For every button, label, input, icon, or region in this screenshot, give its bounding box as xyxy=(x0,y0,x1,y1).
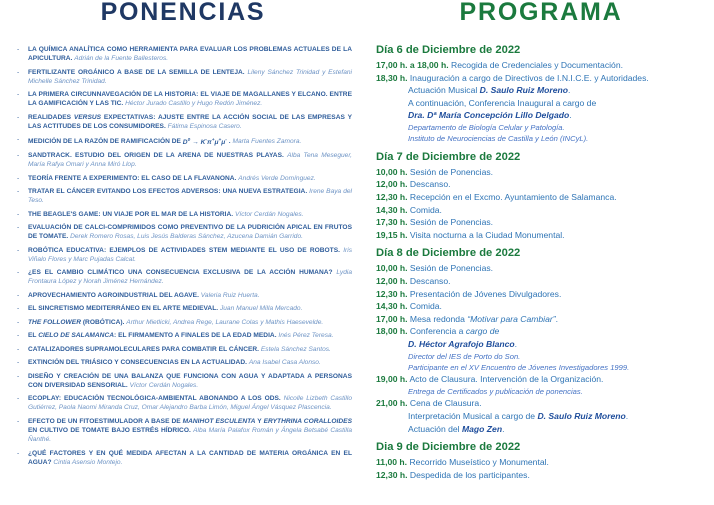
talk-item xyxy=(14,304,352,313)
program-entry xyxy=(376,275,706,288)
program-day-heading: Dia 9 de Diciembre de 2022 xyxy=(376,441,521,454)
talk-item xyxy=(14,174,352,183)
talk-authors: Víctor Cerdán Nogales. xyxy=(234,210,304,218)
program-schedule xyxy=(376,43,706,481)
program-entry-time: 12,30 h. xyxy=(376,469,408,480)
program-entry xyxy=(376,72,706,85)
program-entry-description: Sesión de Ponencias. xyxy=(409,217,494,228)
talk-authors: Nicolle Lizbeth Castillo Gutiérrez, Paola Naomi Miranda Cruz, Omar Alejandro Barba Limón, Miguel Ángel Vásquez Plascencia. xyxy=(28,395,352,412)
talk-title: TRATAR EL CÁNCER EVITANDO LOS EFECTOS ADVERSOS: UNA NUEVA ESTRATEGIA. xyxy=(28,188,308,196)
talk-authors: Lydia Frontaura López y Norah Jiménez Hernández. xyxy=(28,269,352,286)
program-entry-time: 17,00 h. a 18,00 h. xyxy=(376,60,449,70)
program-entry-time: 10,00 h. xyxy=(376,166,408,177)
program-entry-description: Recorrido Museístico y Monumental. xyxy=(409,457,549,468)
program-entry xyxy=(376,325,706,338)
talk-item xyxy=(14,223,352,241)
talk-authors: Víctor Cerdán Nogales. xyxy=(129,381,199,389)
program-entry-description: Mesa redonda “Motivar para Cambiar”. xyxy=(409,313,558,324)
program-entry-time: 17,00 h. xyxy=(376,313,408,324)
talk-title: REALIDADES VERSUS EXPECTATIVAS: AJUSTE ENTRE LA ACCIÓN SOCIAL DE LAS EMPRESAS Y LAS ACTITUDES DE LOS CONSUMIDORES. xyxy=(28,113,352,130)
program-subentry: A continuación, Conferencia Inaugural a cargo de xyxy=(408,97,597,108)
talks-list xyxy=(14,45,352,467)
talk-title: DISEÑO Y CREACIÓN DE UNA BALANZA QUE FUNCIONA CON AGUA Y ADAPTADA A PERSONAS CON DIVERSIDAD SENSORIAL. xyxy=(28,372,352,389)
program-entry xyxy=(376,373,706,386)
program-entry xyxy=(376,191,706,204)
talk-item xyxy=(14,135,352,146)
talk-item xyxy=(14,187,352,205)
program-entry xyxy=(376,204,706,217)
talk-authors: Estela Sánchez Santos. xyxy=(260,345,331,353)
talk-title: LA PRIMERA CIRCUNNAVEGACIÓN DE LA HISTORIA: EL VIAJE DE MAGALLANES Y ELCANO. ENTRE LA GAMIFICACIÓN Y LAS TIC. xyxy=(28,91,352,108)
program-entry xyxy=(376,469,706,482)
program-entry-description: Visita nocturna a la Ciudad Monumental. xyxy=(409,229,565,240)
program-entry-description: Acto de Clausura. Intervención de la Organización. xyxy=(409,374,604,385)
talk-title: ECOPLAY: EDUCACIÓN TECNOLÓGICA-AMBIENTAL ABONANDO A LOS ODS. xyxy=(28,395,281,403)
talk-item xyxy=(14,417,352,444)
program-entry-description: Recepción en el Excmo. Ayuntamiento de Salamanca. xyxy=(409,191,617,202)
program-subentry: Actuación Musical D. Saulo Ruiz Moreno. xyxy=(408,85,571,96)
talk-item xyxy=(14,449,352,467)
program-entry-time: 19,15 h. xyxy=(376,229,408,240)
program-entry xyxy=(376,397,706,410)
talk-title: EVALUACIÓN DE CALCI-COMPRIMIDOS COMO PREVENTIVO DE LA PUDRICIÓN APICAL EN FRUTOS DE TOMATE. xyxy=(28,224,352,241)
program-entry xyxy=(376,300,706,313)
program-entry xyxy=(376,229,706,242)
program-entry-description: Descanso. xyxy=(409,275,451,286)
program-entry-description: Inauguración a cargo de Directivos de I.N.I.C.E. y Autoridades. xyxy=(409,72,649,83)
program-entry-time: 11,00 h. xyxy=(376,457,408,468)
program-entry-time: 12,30 h. xyxy=(376,288,408,299)
program-entry xyxy=(376,59,706,72)
program-day-heading: Día 6 de Diciembre de 2022 xyxy=(376,44,521,56)
program-entry-time: 14,30 h. xyxy=(376,204,408,215)
talk-title: LA QUÍMICA ANALÍTICA COMO HERRAMIENTA PARA EVALUAR LOS PROBLEMAS ACTUALES DE LA APICULTURA. xyxy=(28,46,352,63)
program-entry-description: Descanso. xyxy=(409,179,451,190)
program-entry-time: 14,30 h. xyxy=(376,301,408,312)
program-subentry: Interpretación Musical a cargo de D. Saulo Ruiz Moreno. xyxy=(408,410,629,421)
talk-title: ¿QUÉ FACTORES Y EN QUÉ MEDIDA AFECTAN A LA CANTIDAD DE MATERIA ORGÁNICA EN EL AGUA? xyxy=(28,449,352,466)
talk-title: FERTILIZANTE ORGÁNICO A BASE DE LA SEMILLA DE LENTEJA. xyxy=(28,68,245,76)
program-entry-time: 10,00 h. xyxy=(376,263,408,274)
program-entry xyxy=(376,288,706,301)
talk-authors: Iris Viñalo Flores y Marc Pujadas Calcat. xyxy=(28,246,352,263)
program-day-heading: Día 7 de Diciembre de 2022 xyxy=(376,150,521,163)
talk-item xyxy=(14,291,352,300)
program-entry-description: Comida. xyxy=(409,204,442,215)
talk-title: TEORÍA FRENTE A EXPERIMENTO: EL CASO DE LA FLAVANONA. xyxy=(28,174,237,182)
page-title-ponencias: PONENCIAS xyxy=(100,0,266,26)
talk-item xyxy=(14,268,352,286)
program-entry-description: Cena de Clausura. xyxy=(409,398,482,409)
talk-authors: Marta Fuentes Zamora. xyxy=(232,138,302,146)
program-entry xyxy=(376,262,706,275)
talk-title: CATALIZADORES SUPRAMOLECULARES PARA COMBATIR EL CÁNCER. xyxy=(28,345,260,353)
program-entry-time: 18,30 h. xyxy=(376,72,408,83)
program-entry-description: Despedida de los participantes. xyxy=(409,469,530,480)
program-entry-description: Recogida de Credenciales y Documentación. xyxy=(451,60,623,70)
program-entry-time: 21,00 h. xyxy=(376,398,408,409)
talk-authors: Arthur Mietlicki, Andrea Rege, Laurane Colas y Mathis Haesevelde. xyxy=(126,318,324,326)
program-entry xyxy=(376,456,706,469)
program-subentry-note: Departamento de Biología Celular y Patología. xyxy=(408,122,565,132)
program-subentry-note: Instituto de Neurociencias de Castilla y León (INCyL). xyxy=(408,134,589,144)
talk-title: EL CIELO DE SALAMANCA: EL FIRMAMENTO A FINALES DE LA EDAD MEDIA. xyxy=(28,332,277,340)
program-entry-time: 12,30 h. xyxy=(376,191,408,202)
program-subentry: D. Héctor Agrafojo Blanco. xyxy=(408,338,518,349)
talk-authors: Valeria Ruiz Huerta. xyxy=(200,291,260,299)
talk-item xyxy=(14,68,352,86)
program-entry-time: 19,00 h. xyxy=(376,374,408,385)
talk-authors: Juan Manuel Milla Mercado. xyxy=(219,305,303,313)
program-entry-time: 12,00 h. xyxy=(376,179,408,190)
talk-item xyxy=(14,246,352,264)
talk-authors: Lileny Sánchez Trinidad y Estefani Michelle Sánchez Trinidad. xyxy=(28,68,352,85)
talk-item xyxy=(14,45,352,63)
talk-item xyxy=(14,358,352,367)
talk-item xyxy=(14,210,352,219)
talk-authors: Alba Tena Meseguer, María Rafya Omari y Anna Miró Llop. xyxy=(28,151,352,169)
talk-authors: Alba María Palafox Román y Ángela Betsabé Castilla Ñanthé. xyxy=(28,427,352,444)
talk-item xyxy=(14,394,352,412)
program-subentry: Actuación del Mago Zen. xyxy=(408,423,505,434)
program-entry-description: Sesión de Ponencias. xyxy=(409,263,494,274)
program-day-heading: Día 8 de Diciembre de 2022 xyxy=(376,247,521,260)
talk-authors: Ana Isabel Casa Alonso. xyxy=(248,359,321,367)
program-entry-time: 17,30 h. xyxy=(376,217,408,228)
program-subentry: Dra. Dª María Concepción Lillo Delgado. xyxy=(408,110,572,121)
talk-authors: Irene Baya del Teso. xyxy=(28,188,352,205)
talk-title: THE FOLLOWER (ROBÓTICA). xyxy=(28,318,125,326)
talk-item xyxy=(14,151,352,169)
program-entry-description: Sesión de Ponencias. xyxy=(409,166,494,177)
program-entry-description: Comida. xyxy=(409,301,442,312)
program-entry-time: 18,00 h. xyxy=(376,326,408,337)
talk-title: APROVECHAMIENTO AGROINDUSTRIAL DEL AGAVE. xyxy=(28,291,199,299)
program-subentry-note: Entrega de Certificados y publicación de ponencias. xyxy=(408,386,583,396)
talk-title: ROBÓTICA EDUCATIVA: EJEMPLOS DE ACTIVIDADES STEM MEDIANTE EL USO DE ROBOTS. xyxy=(28,246,341,254)
talk-authors: Inés Pérez Teresa. xyxy=(278,332,334,340)
program-subentry-note: Participante en el XV Encuentro de Jóvenes Investigadores 1999. xyxy=(408,362,630,372)
talk-item xyxy=(14,345,352,354)
talk-title: EL SINCRETISMO MEDITERRÁNEO EN EL ARTE MEDIEVAL. xyxy=(28,305,219,313)
talk-item xyxy=(14,90,352,108)
talk-item xyxy=(14,318,352,327)
program-entry-time: 12,00 h. xyxy=(376,275,408,286)
talk-item xyxy=(14,113,352,131)
program-subentry-note: Director del IES de Porto do Son. xyxy=(408,351,521,361)
page-title-programa: PROGRAMA xyxy=(459,0,623,26)
talk-item xyxy=(14,331,352,340)
program-entry xyxy=(376,178,706,191)
talk-title: EXTINCIÓN DEL TRIÁSICO Y CONSECUENCIAS EN LA ACTUALIDAD. xyxy=(28,359,247,367)
talk-authors: Adrián de la Fuente Ballesteros. xyxy=(74,55,169,63)
talk-authors: Cintia Asensio Montejo. xyxy=(53,458,123,466)
talk-authors: Fátima Espinosa Casero. xyxy=(167,122,242,130)
talk-authors: Héctor Jurado Castillo y Hugo Redón Jiménez. xyxy=(125,100,263,108)
program-entry-description: Presentación de Jóvenes Divulgadores. xyxy=(409,288,562,299)
talk-title: SANDTRACK. ESTUDIO DEL ORIGEN DE LA ARENA DE NUESTRAS PLAYAS. xyxy=(28,151,284,159)
talk-title: MEDICIÓN DE LA RAZÓN DE RAMIFICACIÓN DE $D^0 \to K^-\pi^+\mu^+\mu^-$ . xyxy=(28,137,231,146)
program-entry xyxy=(376,216,706,229)
talk-title: ¿ES EL CAMBIO CLIMÁTICO UNA CONSECUENCIA EXCLUSIVA DE LA ACCIÓN HUMANA? xyxy=(28,269,333,277)
programa-column xyxy=(366,0,714,505)
program-entry-description: Conferencia a cargo de xyxy=(409,326,500,337)
talk-title: THE BEAGLE'S GAME: UN VIAJE POR EL MAR DE LA HISTORIA. xyxy=(28,210,234,218)
talk-title: EFECTO DE UN FITOESTIMULADOR A BASE DE MANIHOT ESCULENTA Y ERYTHRINA CORALLOIDES EN CULTIVO DE TOMATE BAJO ESTRÉS HÍDRICO. xyxy=(28,417,353,434)
program-entry xyxy=(376,166,706,179)
talk-authors: Derek Romero Rosas, Luis Jesús Balderas Sánchez, Azucena Damián Garrido. xyxy=(70,233,303,241)
talk-authors: Andrés Verde Domínguez. xyxy=(238,174,316,182)
talk-item xyxy=(14,372,352,390)
program-entry xyxy=(376,313,706,326)
